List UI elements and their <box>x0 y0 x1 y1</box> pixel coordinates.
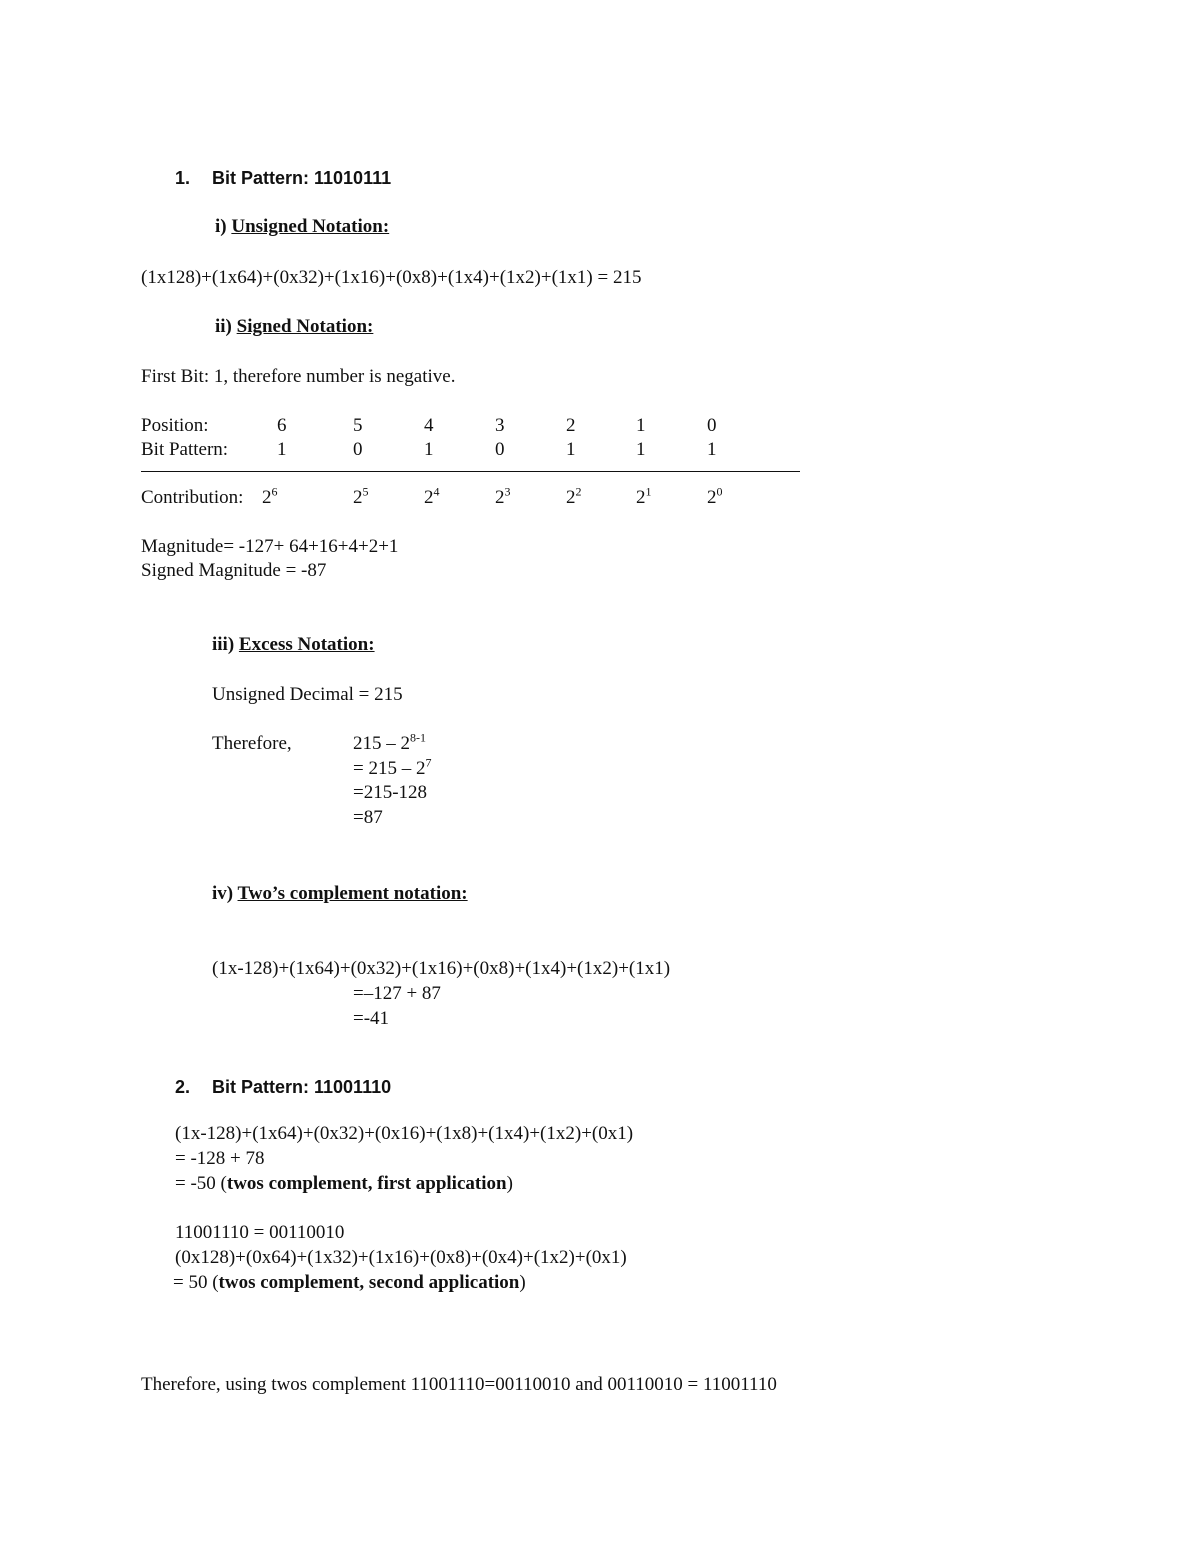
twos-expression: (1x-128)+(1x64)+(0x32)+(1x16)+(0x8)+(1x4)+(1x2)+(1x1) <box>212 958 671 979</box>
unsigned-decimal-line: Unsigned Decimal = 215 <box>212 684 403 705</box>
excess-step-3: =215-128 <box>353 782 428 803</box>
q2-number: 2. <box>175 1077 191 1097</box>
magnitude-line: Magnitude= -127+ 64+16+4+2+1 <box>141 536 399 557</box>
q2-step-3: = 50 (twos complement, second application) <box>173 1272 526 1293</box>
table-divider <box>141 471 800 472</box>
contribution-cell: $2^6$ <box>262 484 278 508</box>
bit-cell: 0 <box>353 439 363 460</box>
position-cell: 6 <box>277 415 287 436</box>
q2-heading: Bit Pattern: 11001110 <box>212 1077 392 1097</box>
q2-expression-1: (1x-128)+(1x64)+(0x32)+(0x16)+(1x8)+(1x4)+(1x2)+(0x1) <box>175 1123 634 1144</box>
bit-cell: 1 <box>424 439 434 460</box>
position-cell: 2 <box>566 415 576 436</box>
contribution-cell: $2^4$ <box>424 484 440 508</box>
twos-heading <box>212 882 468 906</box>
position-cell: 1 <box>636 415 646 436</box>
signed-heading <box>215 315 373 339</box>
q2-expression-2: (0x128)+(0x64)+(1x32)+(1x16)+(0x8)+(0x4)+(1x2)+(0x1) <box>175 1247 627 1268</box>
contribution-cell: $2^2$ <box>566 484 582 508</box>
excess-heading <box>212 633 375 657</box>
bit-cell: 1 <box>277 439 287 460</box>
unsigned-prefix: i) <box>215 216 227 237</box>
q2-equivalence: 11001110 = 00110010 <box>175 1222 345 1243</box>
position-cell: 5 <box>353 415 363 436</box>
therefore-label: Therefore, <box>212 733 292 754</box>
contribution-cell: $2^3$ <box>495 484 511 508</box>
signed-label: Signed Notation: <box>236 316 374 337</box>
bit-cell: 1 <box>566 439 576 460</box>
unsigned-expression: (1x128)+(1x64)+(0x32)+(1x16)+(0x8)+(1x4)+(1x2)+(1x1) = 215 <box>141 267 642 288</box>
unsigned-label: Unsigned Notation: <box>231 216 390 237</box>
position-label: Position: <box>141 415 209 436</box>
contribution-cell: $2^0$ <box>707 484 723 508</box>
q1-heading: Bit Pattern: 11010111 <box>212 168 392 188</box>
twos-prefix: iv) <box>212 883 234 904</box>
excess-prefix: iii) <box>212 634 235 655</box>
unsigned-heading <box>215 215 389 239</box>
position-cell: 3 <box>495 415 505 436</box>
conclusion-line: Therefore, using twos complement 11001110=00110010 and 00110010 = 11001110 <box>141 1374 777 1395</box>
twos-step-1: =–127 + 87 <box>353 983 441 1004</box>
contribution-cell: $2^1$ <box>636 484 652 508</box>
q2-step-2: = -50 (twos complement, first application) <box>175 1173 513 1194</box>
position-cell: 4 <box>424 415 434 436</box>
bit-cell: 1 <box>707 439 717 460</box>
signed-prefix: ii) <box>215 316 232 337</box>
excess-step-4: =87 <box>353 807 383 828</box>
position-cell: 0 <box>707 415 717 436</box>
twos-label: Two’s complement notation: <box>237 883 468 904</box>
excess-label: Excess Notation: <box>238 634 375 655</box>
q1-number: 1. <box>175 168 191 188</box>
bit-pattern-label: Bit Pattern: <box>141 439 229 460</box>
q2-step-1: = -128 + 78 <box>175 1148 265 1169</box>
contribution-label: Contribution: <box>141 487 244 508</box>
excess-step-1: 215 – 2$^{8-1}$ <box>353 730 426 754</box>
bit-cell: 0 <box>495 439 505 460</box>
first-bit-text: First Bit: 1, therefore number is negative. <box>141 366 456 387</box>
twos-step-2: =-41 <box>353 1008 390 1029</box>
signed-magnitude-line: Signed Magnitude = -87 <box>141 560 327 581</box>
contribution-cell: $2^5$ <box>353 484 369 508</box>
bit-cell: 1 <box>636 439 646 460</box>
excess-step-2: = $215 - 2^7$ <box>353 755 432 779</box>
